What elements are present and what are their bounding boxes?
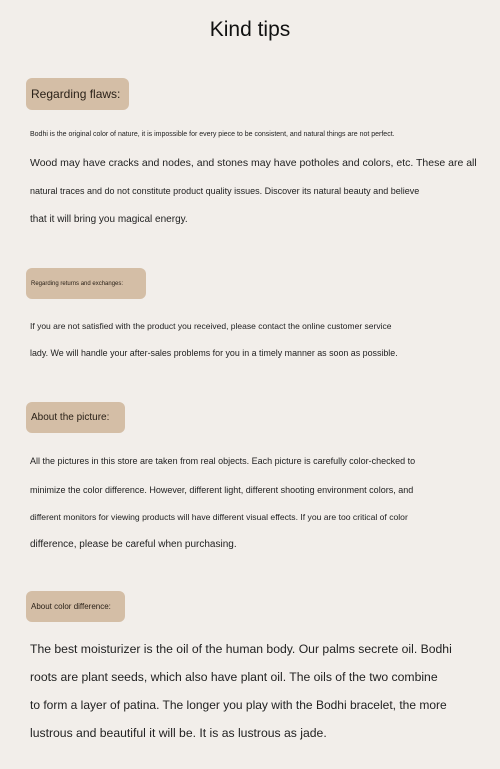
returns-line-1: If you are not satisfied with the product you received, please contact the online customer service	[30, 321, 392, 331]
flaws-line-1: Bodhi is the original color of nature, it is impossible for every piece to be consistent, and natural things are not perfect.	[30, 131, 395, 138]
picture-line-2: minimize the color difference. However, different light, different shooting environment colors, and	[30, 485, 414, 495]
section-heading-returns-label: Regarding returns and exchanges:	[31, 280, 124, 287]
picture-line-1: All the pictures in this store are taken from real objects. Each picture is carefully color-checked to	[30, 456, 416, 466]
picture-line-4: difference, please be careful when purchasing.	[30, 539, 237, 550]
flaws-line-2: Wood may have cracks and nodes, and stones may have potholes and colors, etc. These are all	[30, 157, 477, 169]
color-difference-line-3: to form a layer of patina. The longer you play with the Bodhi bracelet, the more	[30, 698, 447, 712]
section-heading-flaws-label: Regarding flaws:	[31, 87, 121, 101]
flaws-line-4: that it will bring you magical energy.	[30, 214, 188, 225]
picture-line-3: different monitors for viewing products will have different visual effects. If you are too critical of color	[30, 512, 408, 522]
page-title: Kind tips	[209, 18, 291, 41]
section-heading-picture	[26, 402, 125, 433]
section-heading-color-difference-label: About color difference:	[31, 602, 111, 611]
section-heading-returns	[26, 268, 146, 299]
color-difference-line-1: The best moisturizer is the oil of the human body. Our palms secrete oil. Bodhi	[30, 642, 452, 656]
returns-line-2: lady. We will handle your after-sales problems for you in a timely manner as soon as possible.	[30, 348, 398, 358]
color-difference-line-2: roots are plant seeds, which also have plant oil. The oils of the two combine	[30, 670, 438, 684]
color-difference-line-4: lustrous and beautiful it will be. It is as lustrous as jade.	[30, 726, 327, 740]
flaws-line-3: natural traces and do not constitute product quality issues. Discover its natural beauty and believe	[30, 186, 420, 196]
section-heading-color-difference	[26, 591, 125, 622]
section-heading-flaws	[26, 78, 129, 110]
section-heading-picture-label: About the picture:	[31, 412, 110, 423]
